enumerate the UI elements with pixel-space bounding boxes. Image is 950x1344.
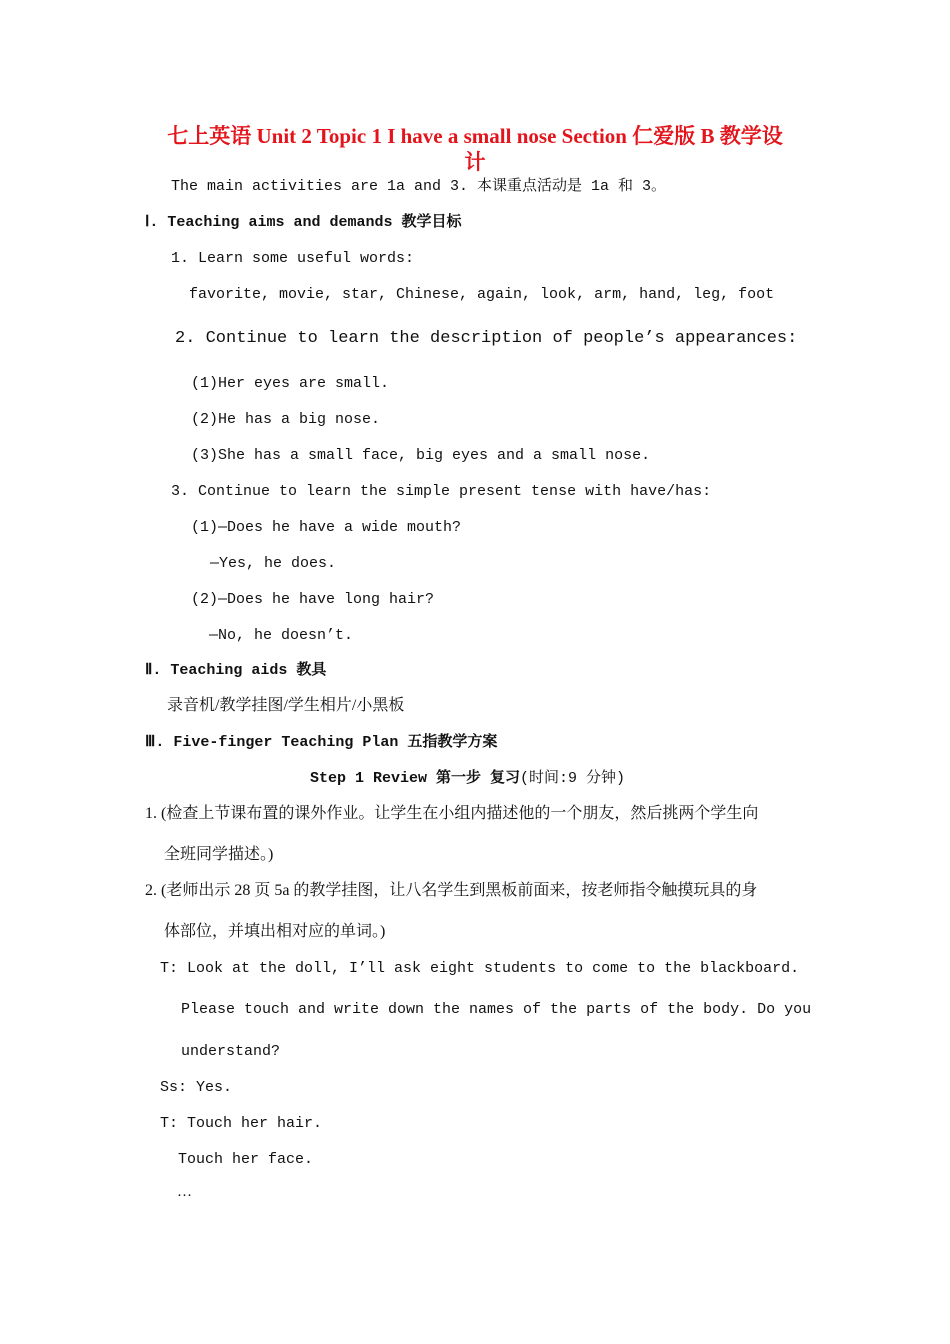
dialogue-teacher-line1: T: Look at the doll, I’ll ask eight students to come to the blackboard.	[160, 960, 800, 977]
step1-label: Step 1 Review 第一步 复习	[310, 770, 521, 787]
answer-1: —Yes, he does.	[210, 555, 337, 572]
example-1: (1)Her eyes are small.	[191, 375, 390, 392]
section1-heading: Ⅰ. Teaching aims and demands 教学目标	[145, 214, 462, 231]
vocabulary-words: favorite, movie, star, Chinese, again, look, arm, hand, leg, foot	[189, 286, 775, 303]
section3-heading: Ⅲ. Five-finger Teaching Plan 五指教学方案	[145, 734, 498, 751]
step1-time: (时间:9 分钟)	[520, 770, 626, 787]
dialogue-teacher-line3: understand?	[181, 1043, 281, 1060]
question-1: (1)—Does he have a wide mouth?	[191, 519, 462, 536]
dialogue-students: Ss: Yes.	[160, 1079, 233, 1096]
intro-text: The main activities are 1a and 3. 本课重点活动是 1a 和 3。	[171, 178, 667, 195]
aim-item-2: 2. Continue to learn the description of people’s appearances:	[175, 329, 798, 348]
review-paragraph-1-line1: 1. (检查上节课布置的课外作业。让学生在小组内描述他的一个朋友，然后挑两个学生向	[145, 805, 759, 822]
dialogue-teacher-touch-hair: T: Touch her hair.	[160, 1115, 323, 1132]
aim-item-3: 3. Continue to learn the simple present tense with have/has:	[171, 483, 712, 500]
section2-heading: Ⅱ. Teaching aids 教具	[145, 662, 327, 679]
dialogue-teacher-line2: Please touch and write down the names of the parts of the body. Do you	[181, 1001, 812, 1018]
dialogue-teacher-touch-face: Touch her face.	[178, 1151, 314, 1168]
example-3: (3)She has a small face, big eyes and a small nose.	[191, 447, 651, 464]
example-2: (2)He has a big nose.	[191, 411, 381, 428]
step1-heading	[310, 770, 625, 788]
document-title-line2: 计	[464, 150, 486, 174]
review-paragraph-2-line2: 体部位，并填出相对应的单词。)	[164, 923, 386, 940]
aim-item-1: 1. Learn some useful words:	[171, 250, 415, 267]
question-2: (2)—Does he have long hair?	[191, 591, 435, 608]
answer-2: —No, he doesn’t.	[209, 627, 354, 644]
document-title-line1: 七上英语 Unit 2 Topic 1 I have a small nose Section 仁爱版 B 教学设	[167, 124, 783, 148]
ellipsis: …	[177, 1184, 192, 1200]
teaching-aids-list: 录音机/教学挂图/学生相片/小黑板	[167, 697, 405, 714]
review-paragraph-2-line1: 2. (老师出示 28 页 5a 的教学挂图，让八名学生到黑板前面来，按老师指令触摸玩具的身	[145, 882, 758, 899]
review-paragraph-1-line2: 全班同学描述。)	[164, 846, 274, 863]
